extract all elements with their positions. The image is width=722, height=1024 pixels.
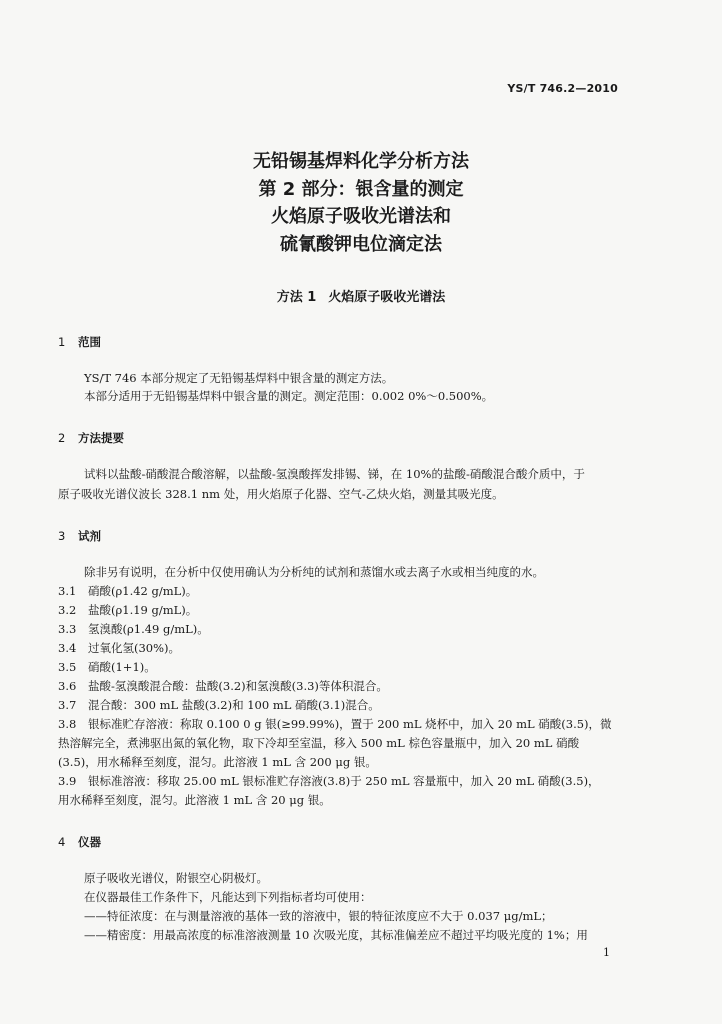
section-heading-instrument (58, 834, 101, 850)
instrument-paragraph-2: 在仪器最佳工作条件下，凡能达到下列指标者均可使用： (84, 890, 372, 904)
instrument-criterion-2: ——精密度：用最高浓度的标准溶液测量 10 次吸光度，其标准偏差应不超过平均吸光度的 1%；用 (84, 928, 588, 942)
reagent-3-9-line-2: 用水稀释至刻度，混匀。此溶液 1 mL 含 20 μg 银。 (58, 793, 331, 807)
reagent-item: 3.2 盐酸(ρ1.19 g/mL)。 (58, 603, 198, 617)
reagent-item: 3.6 盐酸-氢溴酸混合酸：盐酸(3.2)和氢溴酸(3.3)等体积混合。 (58, 679, 388, 693)
method-label: 方法 1 (276, 290, 317, 305)
reagent-item: 3.4 过氧化氢(30%)。 (58, 641, 181, 655)
section-title: 仪器 (78, 835, 101, 849)
section-number: 4 (58, 835, 66, 849)
title-line-2: 第 2 部分：银含量的测定 (258, 178, 464, 200)
section-heading-reagents (58, 528, 101, 544)
title-line-1: 无铅锡基焊料化学分析方法 (253, 151, 469, 172)
method-heading (0, 286, 722, 305)
instrument-paragraph-1: 原子吸收光谱仪，附银空心阴极灯。 (84, 871, 268, 885)
scope-paragraph-2: 本部分适用于无铅锡基焊料中银含量的测定。测定范围：0.002 0%～0.500%。 (84, 389, 494, 403)
section-title: 范围 (78, 335, 101, 349)
page-number: 1 (603, 946, 610, 959)
reagent-item: 3.5 硝酸(1+1)。 (58, 660, 156, 674)
section-title: 方法提要 (78, 431, 124, 445)
section-number: 1 (58, 335, 66, 349)
standard-code: YS/T 746.2—2010 (507, 82, 618, 95)
principle-line-1: 试料以盐酸-硝酸混合酸溶解，以盐酸-氢溴酸挥发排锡、锑，在 10%的盐酸-硝酸混合酸介质中，于 (84, 467, 585, 481)
method-name: 火焰原子吸收光谱法 (328, 290, 446, 305)
reagent-3-8-line-2: 热溶解完全，煮沸驱出氮的氧化物，取下冷却至室温，移入 500 mL 棕色容量瓶中，加入 20 mL 硝酸 (58, 736, 580, 750)
section-heading-scope (58, 334, 101, 350)
title-line-4: 硫氰酸钾电位滴定法 (280, 233, 442, 255)
document-title (0, 148, 722, 258)
reagent-item-3-9: 3.9 银标准溶液：移取 25.00 mL 银标准贮存溶液(3.8)于 250 mL 容量瓶中，加入 20 mL 硝酸(3.5)， (58, 774, 600, 788)
section-number: 2 (58, 431, 66, 445)
instrument-criterion-1: ——特征浓度：在与测量溶液的基体一致的溶液中，银的特征浓度应不大于 0.037 μg/mL； (84, 909, 553, 923)
reagent-item: 3.1 硝酸(ρ1.42 g/mL)。 (58, 584, 198, 598)
scope-paragraph-1: YS/T 746 本部分规定了无铅锡基焊料中银含量的测定方法。 (84, 371, 394, 385)
reagent-item: 3.7 混合酸：300 mL 盐酸(3.2)和 100 mL 硝酸(3.1)混合。 (58, 698, 380, 712)
reagents-intro: 除非另有说明，在分析中仅使用确认为分析纯的试剂和蒸馏水或去离子水或相当纯度的水。 (84, 565, 544, 579)
section-title: 试剂 (78, 529, 101, 543)
section-number: 3 (58, 529, 66, 543)
reagent-item: 3.3 氢溴酸(ρ1.49 g/mL)。 (58, 622, 209, 636)
reagent-3-8-line-3: (3.5)，用水稀释至刻度，混匀。此溶液 1 mL 含 200 μg 银。 (58, 755, 377, 769)
section-heading-principle (58, 430, 124, 446)
principle-line-2: 原子吸收光谱仪波长 328.1 nm 处，用火焰原子化器、空气-乙炔火焰，测量其吸光度。 (58, 487, 504, 501)
title-line-3: 火焰原子吸收光谱法和 (271, 206, 451, 227)
reagent-item-3-8: 3.8 银标准贮存溶液：称取 0.100 0 g 银(≥99.99%)，置于 200 mL 烧杯中，加入 20 mL 硝酸(3.5)，微 (58, 717, 612, 731)
